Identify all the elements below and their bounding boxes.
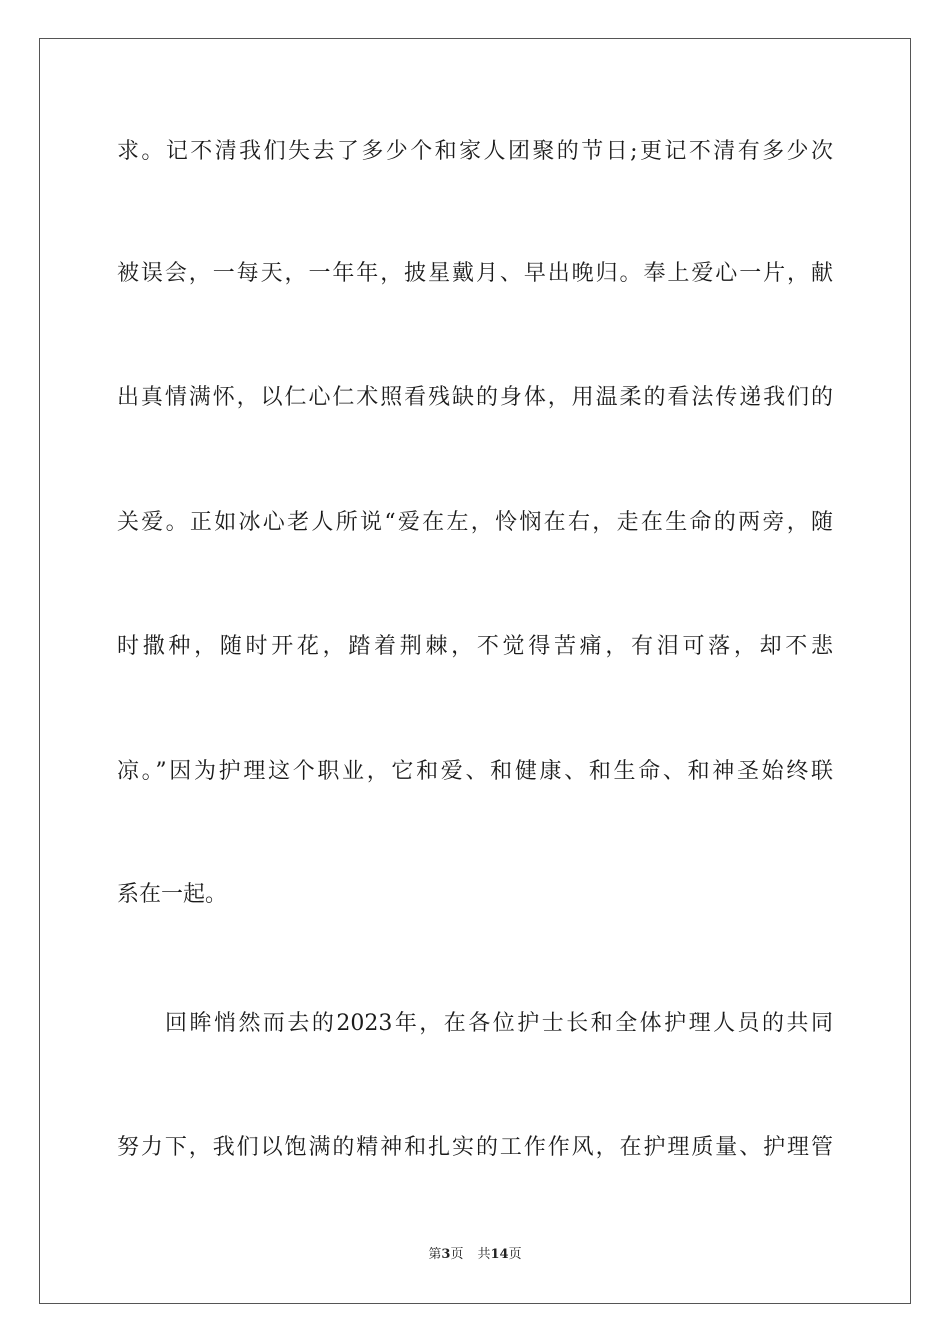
footer-page-prefix: 第 bbox=[428, 1247, 442, 1262]
footer-total-suffix: 页 bbox=[508, 1247, 522, 1262]
footer-current-page: 3 bbox=[441, 1247, 451, 1262]
page-footer bbox=[0, 1246, 950, 1264]
text-line-5: 时撒种，随时开花，踏着荆棘，不觉得苦痛，有泪可落，却不悲 bbox=[117, 634, 833, 659]
text-line-3: 出真情满怀，以仁心仁术照看残缺的身体，用温柔的看法传递我们的 bbox=[117, 385, 833, 410]
text-line-9: 努力下，我们以饱满的精神和扎实的工作作风，在护理质量、护理管 bbox=[117, 1135, 833, 1160]
page-border bbox=[39, 38, 911, 1304]
footer-total-pages: 14 bbox=[490, 1247, 509, 1262]
text-line-8-paragraph-start: 回眸悄然而去的2023年，在各位护士长和全体护理人员的共同 bbox=[165, 1011, 833, 1036]
text-line-2: 被误会，一每天，一年年，披星戴月、早出晚归。奉上爱心一片，献 bbox=[117, 261, 833, 286]
footer-page-suffix: 页 bbox=[450, 1247, 464, 1262]
text-line-6: 凉。”因为护理这个职业，它和爱、和健康、和生命、和神圣始终联 bbox=[117, 759, 833, 784]
footer-total-prefix: 共 bbox=[477, 1247, 491, 1262]
text-line-1: 求。记不清我们失去了多少个和家人团聚的节日;更记不清有多少次 bbox=[117, 139, 833, 164]
text-line-4: 关爱。正如冰心老人所说“爱在左，怜悯在右，走在生命的两旁，随 bbox=[117, 510, 833, 535]
text-line-7: 系在一起。 bbox=[117, 882, 228, 907]
